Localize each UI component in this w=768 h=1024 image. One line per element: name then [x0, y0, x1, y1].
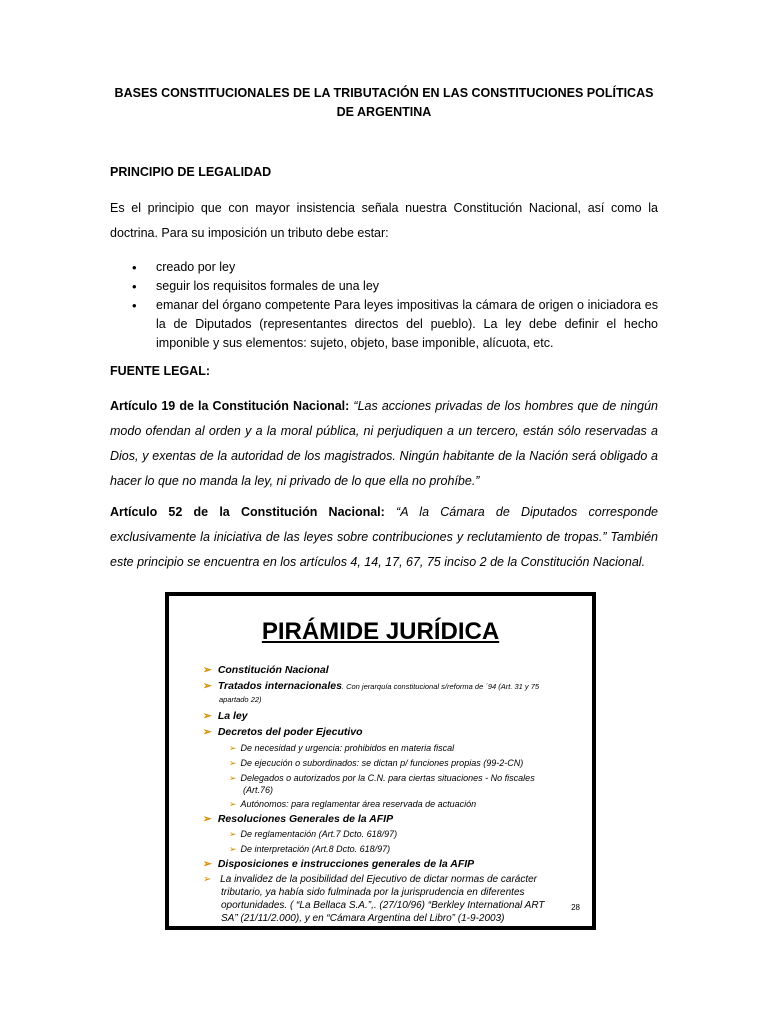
intro-paragraph: Es el principio que con mayor insistencia señala nuestra Constitución Nacional, así como la doctrina. Para su imposición un tributo debe estar:: [110, 201, 658, 240]
slide-item-cn: ➢ Constitución Nacional: [203, 664, 329, 676]
slide-sub-res2: ➢ De interpretación (Art.8 Dcto. 618/97): [229, 844, 391, 854]
slide-title: PIRÁMIDE JURÍDICA: [261, 618, 500, 645]
arrow-icon: ➢: [229, 743, 237, 753]
slide-item-invalidez: ➢ La invalidez de la posibilidad del Ejecutivo de dictar normas de carácter: [203, 874, 538, 885]
bullet-icon: •: [132, 298, 137, 313]
requirements-list: [110, 258, 658, 353]
article-19: [110, 394, 658, 494]
slide-sub-dec4: ➢ Autónomos: para reglamentar área reservada de actuación: [229, 799, 477, 809]
slide-sub-dec1: ➢ De necesidad y urgencia: prohibidos en materia fiscal: [229, 743, 455, 753]
slide-sub-dec3b: (Art.76): [243, 785, 274, 795]
slide-item-tratados-note: apartado 22): [219, 695, 262, 704]
slide-page-number: 28: [571, 903, 580, 912]
slide-sub-res1: ➢ De reglamentación (Art.7 Dcto. 618/97): [229, 829, 398, 839]
arrow-icon: ➢: [203, 874, 212, 885]
document-title: BASES CONSTITUCIONALES DE LA TRIBUTACIÓN EN LAS CONSTITUCIONES POLÍTICAS DE ARGENTINA: [114, 86, 654, 119]
arrow-icon: ➢: [229, 829, 237, 839]
slide-item-disposiciones: ➢ Disposiciones e instrucciones generales de la AFIP: [203, 858, 475, 870]
slide-item-tratados: ➢ Tratados internacionales. Con jerarquía constitucional s/reforma de ´94 (Art. 31 y 75: [203, 680, 540, 692]
slide-item-decretos: ➢ Decretos del poder Ejecutivo: [203, 726, 363, 738]
article-52: [110, 500, 658, 575]
arrow-icon: ➢: [203, 858, 212, 870]
list-item: • seguir los requisitos formales de una ley: [132, 279, 380, 294]
article-19-text: “Las acciones privadas de los hombres que de ningún modo ofendan al orden y a la moral pública, ni perjudiquen a un tercero, están sólo reservadas a Dios, y exentas de la autoridad de los magistrados. Ningún habitante de la Nación será obligado a hacer lo que no manda la ley, ni privado de lo que ella no prohíbe.”: [110, 399, 658, 488]
arrow-icon: ➢: [203, 680, 212, 692]
article-52-label: Artículo 52 de la Constitución Nacional:: [110, 505, 385, 519]
slide-sub-dec3: ➢ Delegados o autorizados por la C.N. para ciertas situaciones - No fiscales: [229, 773, 535, 783]
arrow-icon: ➢: [229, 799, 237, 809]
arrow-icon: ➢: [203, 664, 212, 676]
slide-item-resoluciones: ➢ Resoluciones Generales de la AFIP: [203, 813, 394, 825]
arrow-icon: ➢: [229, 773, 237, 783]
arrow-icon: ➢: [229, 758, 237, 768]
arrow-icon: ➢: [203, 710, 212, 722]
article-19-label: Artículo 19 de la Constitución Nacional:: [110, 399, 350, 413]
section-heading-fuente: FUENTE LEGAL:: [110, 364, 210, 378]
piramide-juridica-slide: [165, 592, 596, 930]
slide-item-invalidez-2: tributario, ya había sido fulminada por la jurisprudencia en diferentes: [221, 887, 525, 898]
arrow-icon: ➢: [203, 813, 212, 825]
bullet-icon: •: [132, 260, 137, 275]
list-item: • creado por ley: [132, 260, 236, 275]
bullet-icon: •: [132, 279, 137, 294]
list-item: • emanar del órgano competente Para leyes impositivas la cámara de origen o iniciadora es la de Diputados (representantes directos del pueblo). La ley debe definir el hecho imponible y sus elementos: sujeto, objeto, base imponible, alícuota, etc.: [132, 298, 658, 350]
slide-item-ley: ➢ La ley: [203, 710, 248, 722]
article-52-text: “A la Cámara de Diputados corresponde exclusivamente la iniciativa de las leyes sobre contribuciones y reclutamiento de tropas.” También este principio se encuentra en los artículos 4, 14, 17, 67, 75 inciso 2 de la Constitución Nacional.: [110, 505, 658, 569]
arrow-icon: ➢: [203, 726, 212, 738]
slide-item-invalidez-3: oportunidades. ( “La Bellaca S.A.”,. (27/10/96) “Berkley International ART: [221, 900, 545, 911]
slide-sub-dec2: ➢ De ejecución o subordinados: se dictan p/ funciones propias (99-2-CN): [229, 758, 524, 768]
section-heading-legalidad: PRINCIPIO DE LEGALIDAD: [110, 165, 272, 179]
slide-item-invalidez-4: SA” (21/11/2.000), y en “Cámara Argentina del Libro” (1-9-2003): [221, 913, 505, 924]
arrow-icon: ➢: [229, 844, 237, 854]
